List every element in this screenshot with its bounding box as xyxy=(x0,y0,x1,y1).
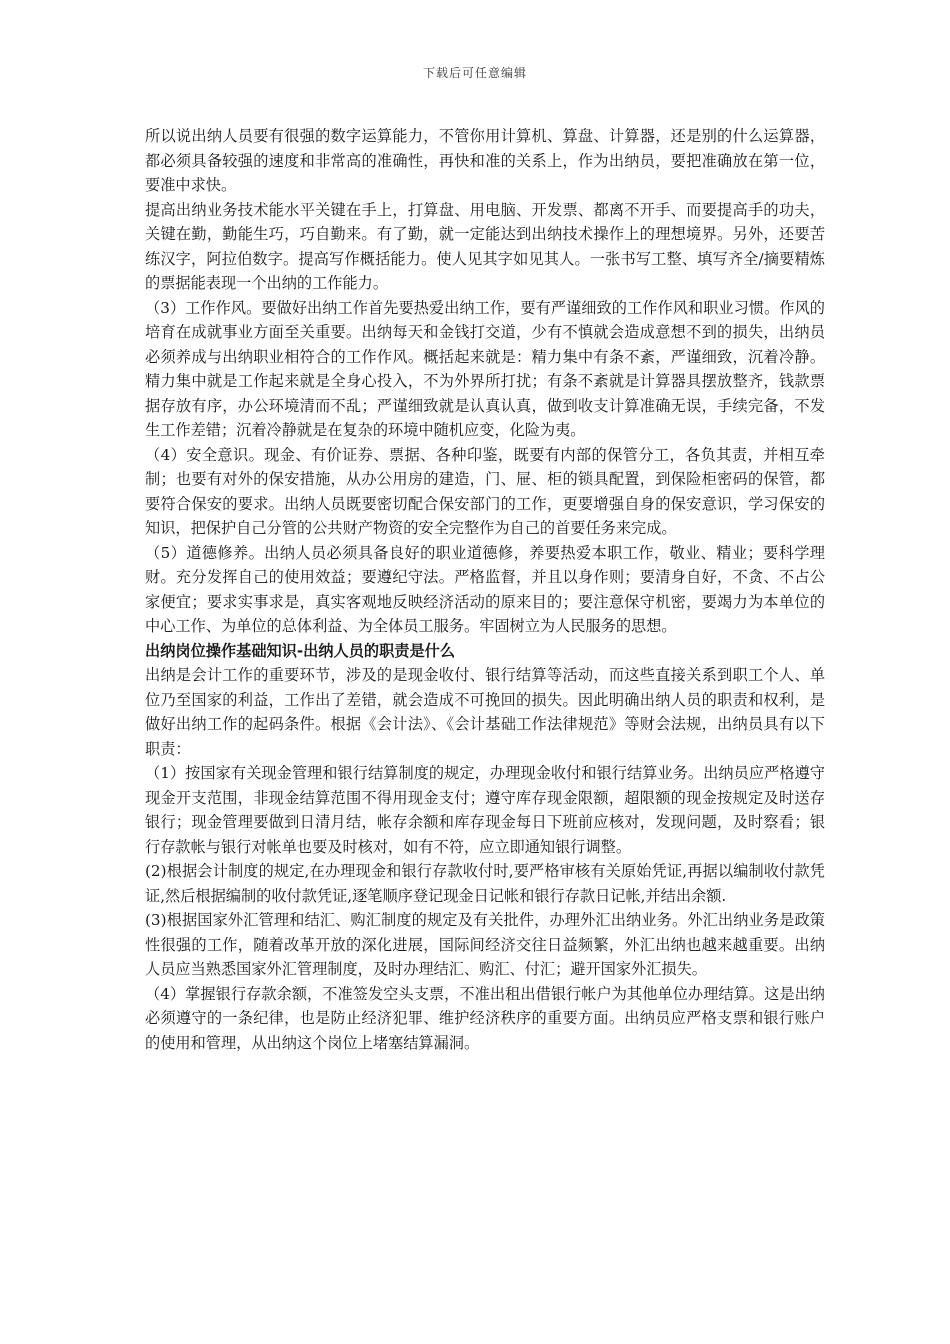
paragraph-security-awareness: （4）安全意识。现金、有价证券、票据、各种印鉴，既要有内部的保管分工，各负其责，并相互牵制；也要有对外的保安措施，从办公用房的建造，门、屉、柜的锁具配置，到保险柜密码的保管，都要符合保安的要求。出纳人员既要密切配合保安部门的工作，更要增强自身的保安意识，学习保安的知识，把保护自己分管的公共财产物资的安全完整作为自己的首要任务来完成。 xyxy=(145,445,825,537)
paragraph-duty-1: （1）按国家有关现金管理和银行结算制度的规定，办理现金收付和银行结算业务。出纳员应严格遵守现金开支范围，非现金结算范围不得用现金支付；遵守库存现金限额，超限额的现金按规定及时送存银行；现金管理要做到日清月结，帐存余额和库存现金每日下班前应核对，发现问题，及时察看；银行存款帐与银行对帐单也要及时核对，如有不符，应立即通知银行调整。 xyxy=(145,764,825,856)
section-heading: 出纳岗位操作基础知识-出纳人员的职责是什么 xyxy=(145,641,456,660)
paragraph-work-style: （3）工作作风。要做好出纳工作首先要热爱出纳工作，要有严谨细致的工作作风和职业习惯。作风的培育在成就事业方面至关重要。出纳每天和金钱打交道，少有不慎就会造成意想不到的损失，出纳员必须养成与出纳职业相符合的工作作风。概括起来就是：精力集中有条不紊，严谨细致，沉着冷静。精力集中就是工作起来就是全身心投入，不为外界所打扰；有条不紊就是计算器具摆放整齐，钱款票据存放有序，办公环境清而不乱；严谨细致就是认真认真，做到收支计算准确无误，手续完备，不发生工作差错；沉着冷静就是在复杂的环境中随机应变，化险为夷。 xyxy=(145,298,825,439)
paragraph-hand-skills: 提高出纳业务技术能水平关键在手上，打算盘、用电脑、开发票、都离不开手、而要提高手的功夫，关键在勤，勤能生巧，巧自勤来。有了勤，就一定能达到出纳技术操作上的理想境界。另外，还要苦练汉字，阿拉伯数字。提高写作概括能力。使人见其字如见其人。一张书写工整、填写齐全/摘要精炼的票据能表现一个出纳的工作能力。 xyxy=(145,200,825,292)
paragraph-calculation-ability: 所以说出纳人员要有很强的数字运算能力，不管你用计算机、算盘、计算器，还是别的什么运算器，都必须具备较强的速度和非常高的准确性，再快和准的关系上，作为出纳员，要把准确放在第一位，要准中求快。 xyxy=(145,127,825,194)
paragraph-duty-2: (2)根据会计制度的规定,在办理现金和银行存款收付时,要严格审核有关原始凭证,再据以编制收付款凭证,然后根据编制的收付款凭证,逐笔顺序登记现金日记帐和银行存款日记帐,并结出余额. xyxy=(145,862,825,905)
document-body xyxy=(145,124,825,1055)
paragraph-duty-3: (3)根据国家外汇管理和结汇、购汇制度的规定及有关批件，办理外汇出纳业务。外汇出纳业务是政策性很强的工作，随着改革开放的深化进展，国际间经济交往日益频繁，外汇出纳也越来越重要。出纳人员应当熟悉国家外汇管理制度，及时办理结汇、购汇、付汇；避开国家外汇损失。 xyxy=(145,911,825,978)
paragraph-cashier-intro: 出纳是会计工作的重要环节，涉及的是现金收付、银行结算等活动，而这些直接关系到职工个人、单位乃至国家的利益，工作出了差错，就会造成不可挽回的损失。因此明确出纳人员的职责和权利，是做好出纳工作的起码条件。根据《会计法》、《会计基础工作法律规范》等财会法规，出纳员具有以下职责： xyxy=(145,666,825,758)
paragraph-duty-4: （4）掌握银行存款余额，不准签发空头支票，不准出租出借银行帐户为其他单位办理结算。这是出纳必须遵守的一条纪律，也是防止经济犯罪、维护经济秩序的重要方面。出纳员应严格支票和银行账户的使用和管理，从出纳这个岗位上堵塞结算漏洞。 xyxy=(145,984,825,1052)
paragraph-moral-cultivation: （5）道德修养。出纳人员必须具备良好的职业道德修，养要热爱本职工作，敬业、精业；要科学理财。充分发挥自己的使用效益；要遵纪守法。严格监督，并且以身作则；要清身自好，不贪、不占公家便宜；要求实事求是，真实客观地反映经济活动的原来目的；要注意保守机密，要竭力为本单位的中心工作、为单位的总体利益、为全体员工服务。牢固树立为人民服务的思想。 xyxy=(145,543,825,635)
page-header-note: 下载后可任意编辑 xyxy=(422,66,527,80)
